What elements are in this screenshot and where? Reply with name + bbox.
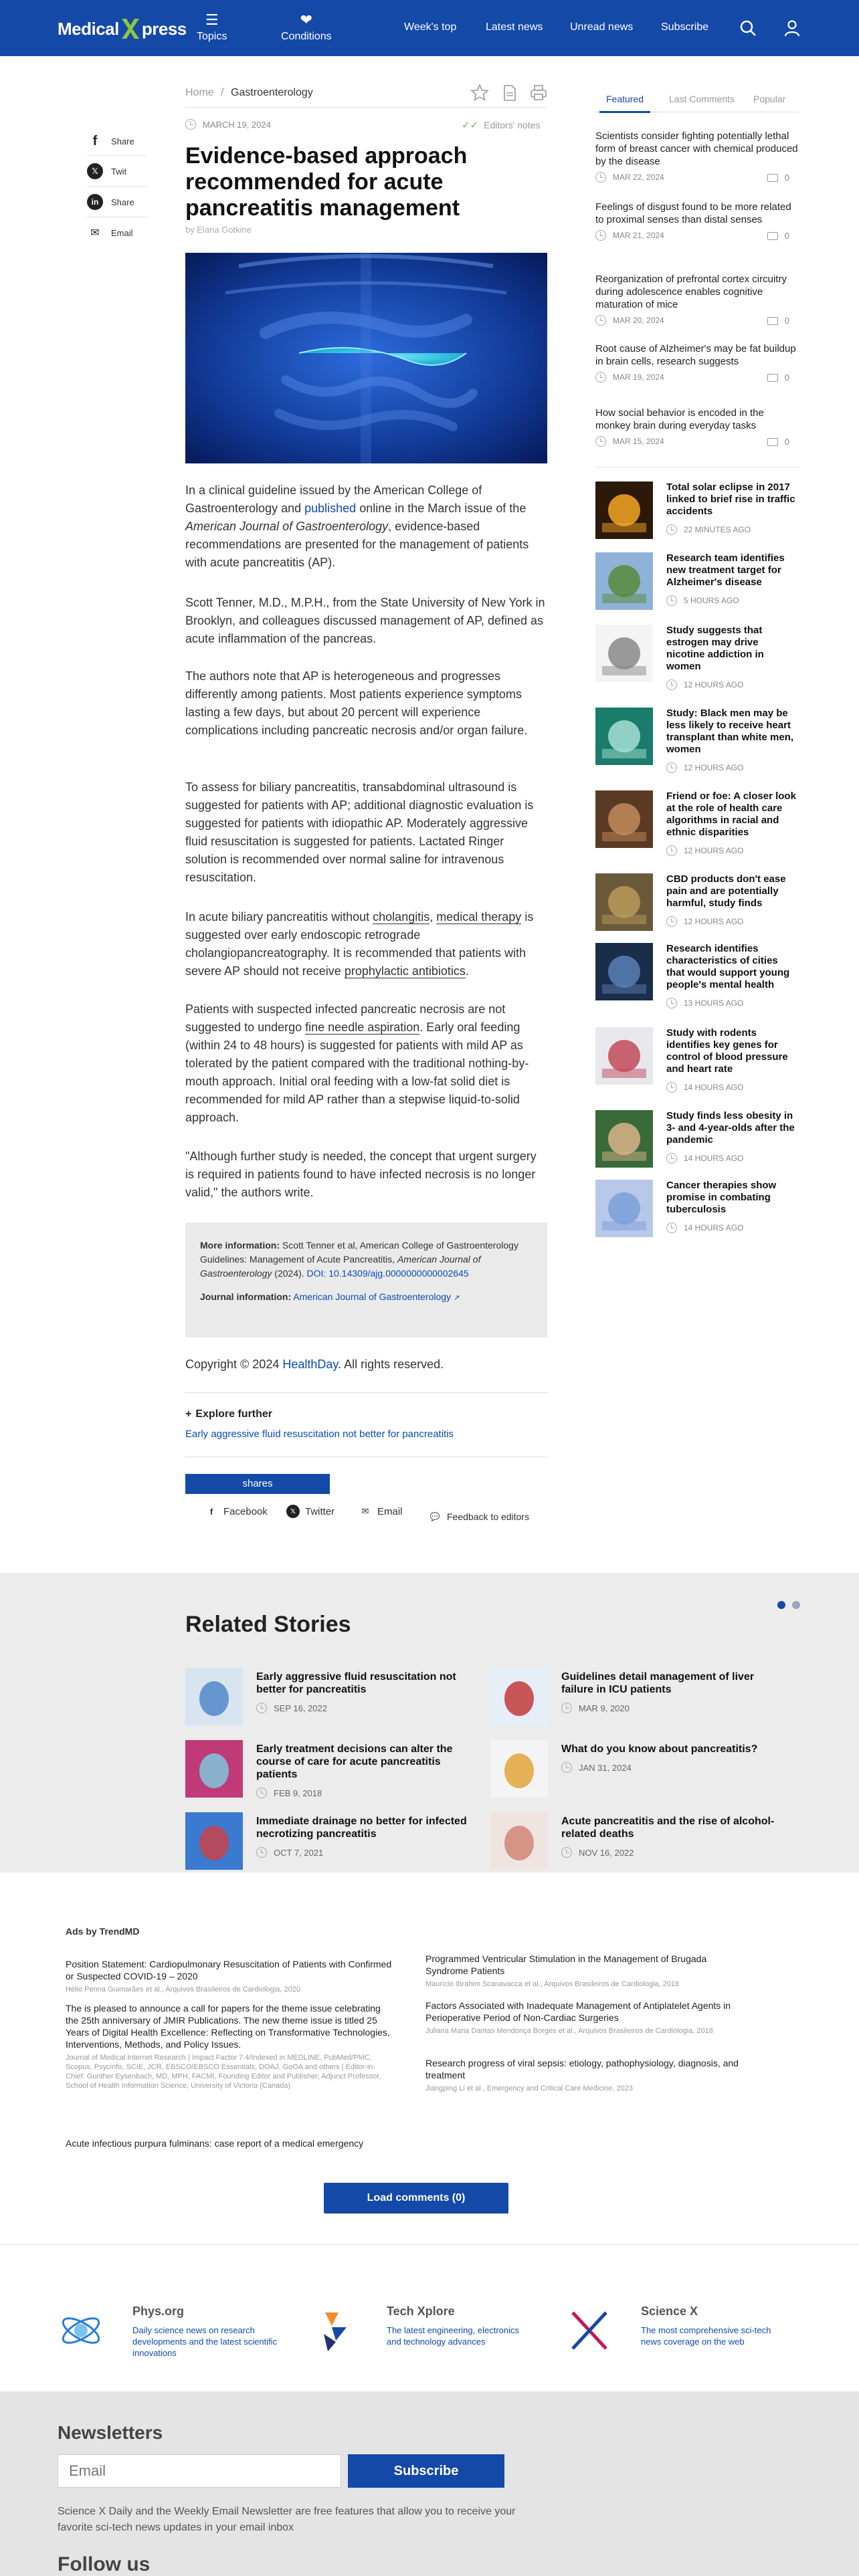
featured-date: MAR 21, 2024 — [595, 230, 799, 241]
twitter-icon: 𝕏 — [286, 1505, 300, 1518]
ad-title[interactable]: Acute infectious purpura fulminans: case report of a medical emergency — [66, 2138, 364, 2149]
carousel-dot[interactable] — [792, 1601, 800, 1609]
share-linkedin-label: Share — [111, 197, 134, 207]
news-item[interactable] — [595, 873, 799, 940]
news-time: 12 HOURS AGO — [666, 916, 743, 927]
featured-date: MAR 15, 2024 — [595, 436, 799, 447]
clock-icon — [561, 1847, 572, 1858]
related-story[interactable] — [490, 1668, 785, 1728]
clock-icon — [666, 595, 677, 606]
article-date-text: MARCH 19, 2024 — [203, 119, 271, 130]
logo-text-right: press — [141, 18, 187, 39]
news-item[interactable] — [595, 790, 799, 857]
doi-link[interactable]: DOI: 10.14309/ajg.0000000000002645 — [306, 1268, 469, 1279]
ads-heading: Ads by TrendMD — [66, 1926, 140, 1937]
article-paragraph: Patients with suspected infected pancreatic necrosis are not suggested to undergo fine needle aspiration. Early oral feeding (within 24 to 48 hours) is suggested for patients with mild AP as tolerated by the patient compared with the traditional nothing-by-mouth approach. Initial oral feeding with a low-fat solid diet is recommended for mild AP rather than a stepwise liquid-to-solid approach. — [185, 1002, 529, 1124]
clock-icon — [595, 315, 606, 326]
article-paragraph: To assess for biliary pancreatitis, transabdominal ultrasound is suggested for patients with AP; additional diagnostic evaluation is suggested for patients with idiopathic AP. Moderately aggressive fluid resuscitation is suggested for patients. Lactated Ringer solution is recommended over normal saline for intravenous resuscitation. — [185, 780, 534, 884]
featured-comments[interactable]: 0 — [767, 231, 789, 241]
article-date — [185, 119, 271, 130]
related-thumbnail[interactable] — [185, 1740, 243, 1798]
clock-icon — [561, 1703, 572, 1713]
divider — [87, 186, 147, 187]
menu-icon: ☰ — [205, 11, 219, 28]
network-description: The most comprehensive sci-tech news coverage on the web — [641, 2325, 771, 2347]
network-description: Daily science news on research developments and the latest scientific innovations — [132, 2325, 278, 2358]
featured-date: MAR 22, 2024 — [595, 172, 799, 183]
news-time: 22 MINUTES AGO — [666, 524, 751, 535]
divider — [185, 107, 547, 108]
techxplore-logo-icon — [312, 2307, 359, 2354]
ad-item[interactable] — [425, 2057, 747, 2093]
network-name: Tech Xplore — [387, 2304, 455, 2318]
article-paragraph: In a clinical guideline issued by the American College of Gastroenterology and published online in the March issue of the American Journal of Gastroenterology, evidence-based recommendations are presented for the management of patients with acute pancreatitis (AP). — [185, 484, 529, 569]
medical-therapy-link[interactable]: medical therapy — [436, 910, 522, 924]
ad-source: Journal of Medical Internet Research | Impact Factor 7.4/Indexed in MEDLINE, PubMed/PMC, Scopus, Psycinfo, SCIE, JCR, EBSCO/EBSCO Essentials, DOAJ, GoOA and others | Editor-in-Chief: Gunther Eysenbach, MD, MPH, FACMI, Founding Editor and Publisher; Adjunct Professor, School of Health Information Science, University of Victoria (Canada) — [66, 2054, 381, 2090]
clock-icon — [256, 1788, 267, 1798]
news-time: 5 HOURS AGO — [666, 595, 739, 606]
user-account-icon[interactable] — [783, 19, 801, 37]
facebook-icon: f — [92, 133, 98, 148]
more-information-box — [185, 1222, 547, 1337]
article-paragraph: Scott Tenner, M.D., M.P.H., from the State University of New York in Brooklyn, and colleagues discussed management of AP, defined as acute inflammation of the pancreas. — [185, 596, 545, 645]
comment-icon — [767, 374, 778, 382]
ad-item[interactable] — [66, 2137, 393, 2149]
medicalxpress-logo[interactable] — [58, 17, 187, 40]
related-date: OCT 7, 2021 — [256, 1847, 323, 1858]
pdf-icon[interactable] — [499, 83, 519, 103]
breadcrumb-home[interactable]: Home — [185, 87, 214, 98]
news-time: 12 HOURS AGO — [666, 762, 743, 773]
ad-title[interactable]: Programmed Ventricular Stimulation in the Management of Brugada Syndrome Patients — [425, 1953, 707, 1976]
sidebar-tabs — [595, 91, 799, 112]
news-item[interactable] — [595, 1027, 799, 1094]
related-story[interactable] — [490, 1812, 785, 1872]
featured-title[interactable]: Root cause of Alzheimer's may be fat buildup in brain cells, research suggests — [595, 343, 796, 367]
news-thumbnail[interactable] — [595, 1180, 653, 1237]
news-title[interactable]: Friend or foe: A closer look at the role of health care algorithms in racial and ethnic disparities — [666, 790, 796, 838]
ad-item[interactable] — [66, 1958, 393, 1994]
news-title[interactable]: Research team identifies new treatment target for Alzheimer's disease — [666, 552, 785, 588]
share-facebook[interactable] — [87, 130, 134, 152]
breadcrumb — [185, 87, 313, 99]
newsletter-subscribe-button[interactable]: Subscribe — [348, 2454, 504, 2488]
news-item[interactable] — [595, 625, 799, 691]
related-title[interactable]: Acute pancreatitis and the rise of alcohol-related deaths — [561, 1816, 775, 1840]
news-thumbnail[interactable] — [595, 552, 653, 610]
news-thumbnail[interactable] — [595, 1027, 653, 1085]
shares-count-bar: shares — [185, 1474, 330, 1494]
logo-x-icon — [120, 17, 140, 40]
related-thumbnail[interactable] — [490, 1668, 548, 1725]
newsletter-email-input[interactable] — [58, 2454, 341, 2488]
ad-title[interactable]: The is pleased to announce a call for papers for the theme issue celebrating the 25th anniversary of JMIR Publications. The new theme issue is titled 25 Years of Digital Health Excellence: Reflecting on Transformative Technologies, Interventions, Methods, and Policy Issues. — [66, 2003, 390, 2050]
clock-icon — [256, 1703, 267, 1713]
news-thumbnail[interactable] — [595, 873, 653, 931]
related-title[interactable]: Early aggressive fluid resuscitation not better for pancreatitis — [256, 1671, 456, 1695]
related-date: SEP 16, 2022 — [256, 1703, 327, 1713]
ad-item[interactable] — [425, 2000, 747, 2036]
editors-notes-label: Editors' notes — [484, 120, 541, 130]
newsletter-note: Science X Daily and the Weekly Email Newsletter are free features that allow you to receive your favorite sci-tech news updates in your email inbox — [58, 2506, 516, 2533]
clock-icon — [595, 230, 606, 241]
comment-icon — [767, 317, 778, 325]
checkmark-icon: ✓✓ — [462, 120, 479, 131]
related-thumbnail[interactable] — [185, 1668, 243, 1725]
news-thumbnail[interactable] — [595, 1110, 653, 1168]
news-time: 13 HOURS AGO — [666, 998, 743, 1008]
comment-icon — [767, 438, 778, 446]
nav-unread-news[interactable]: Unread news — [570, 21, 634, 33]
network-name: Science X — [641, 2304, 698, 2318]
nav-subscribe[interactable]: Subscribe — [661, 21, 709, 33]
load-comments-button[interactable]: Load comments (0) — [324, 2183, 508, 2214]
clock-icon — [666, 762, 677, 773]
share-twitter-label: Twit — [111, 166, 127, 177]
network-name: Phys.org — [132, 2304, 185, 2318]
clock-icon — [666, 916, 677, 927]
physorg-logo-icon — [58, 2307, 104, 2354]
newsletter-heading: Newsletters — [58, 2422, 163, 2443]
news-time: 12 HOURS AGO — [666, 679, 743, 690]
featured-comments[interactable]: 0 — [767, 437, 789, 447]
conditions-menu[interactable] — [281, 12, 332, 43]
related-date: JAN 31, 2024 — [561, 1762, 632, 1773]
news-title[interactable]: CBD products don't ease pain and are potentially harmful, study finds — [666, 873, 786, 909]
share-email[interactable] — [87, 222, 133, 243]
featured-item[interactable] — [595, 201, 799, 241]
clock-icon — [256, 1847, 267, 1858]
featured-comments[interactable]: 0 — [767, 316, 789, 326]
share-facebook-label: Share — [111, 136, 134, 146]
news-thumbnail[interactable] — [595, 625, 653, 682]
follow-us-heading: Follow us — [58, 2553, 151, 2575]
nav-weeks-top[interactable]: Week's top — [404, 21, 457, 33]
article-byline: by Elana Gotkine — [185, 225, 252, 235]
related-date: FEB 9, 2018 — [256, 1788, 322, 1798]
sciencex-logo-icon — [566, 2307, 613, 2354]
news-title[interactable]: Study finds less obesity in 3- and 4-year-olds after the pandemic — [666, 1110, 795, 1146]
clock-icon — [561, 1762, 572, 1773]
nav-latest-news[interactable]: Latest news — [486, 21, 543, 33]
news-thumbnail[interactable] — [595, 943, 653, 1000]
published-link[interactable]: published — [304, 502, 357, 515]
network-techxplore[interactable] — [312, 2304, 539, 2358]
news-item[interactable] — [595, 1180, 799, 1247]
news-title[interactable]: Study suggests that estrogen may drive nicotine addiction in women — [666, 625, 764, 672]
prophylactic-antibiotics-link[interactable]: prophylactic antibiotics — [344, 964, 466, 978]
topics-menu[interactable] — [197, 12, 227, 43]
featured-comments[interactable]: 0 — [767, 372, 789, 383]
clock-icon — [595, 436, 606, 447]
explore-further-heading: + Explore further — [185, 1408, 273, 1420]
ad-source: Juliana Maria Dantas Mendonça Borges et al., Arquivos Brasileiros de Cardiologia, 2018 — [425, 2027, 713, 2035]
top-navigation-bar — [0, 0, 859, 56]
news-thumbnail[interactable] — [595, 481, 653, 539]
featured-title[interactable]: Reorganization of prefrontal cortex circuitry during adolescence enables cognitive maturation of mice — [595, 274, 787, 310]
featured-item[interactable] — [595, 273, 799, 326]
ad-source: Jiangping Li et al., Emergency and Critical Care Medicine, 2023 — [425, 2084, 633, 2092]
linkedin-icon: in — [87, 194, 103, 210]
divider — [87, 155, 147, 156]
featured-date: MAR 20, 2024 — [595, 315, 799, 326]
news-item[interactable] — [595, 1110, 799, 1177]
clock-icon — [595, 372, 606, 383]
breadcrumb-section[interactable]: Gastroenterology — [231, 87, 313, 98]
featured-item[interactable] — [595, 342, 799, 383]
ad-title[interactable]: Research progress of viral sepsis: etiology, pathophysiology, diagnosis, and treatment — [425, 2058, 739, 2080]
featured-item[interactable] — [595, 130, 799, 183]
cholangitis-link[interactable]: cholangitis — [373, 910, 430, 924]
ad-source: Hélio Penna Guimarães et al., Arquivos Brasileiros de Cardiologia, 2020 — [66, 1985, 300, 1994]
carousel-dot-active[interactable] — [777, 1601, 785, 1609]
related-date: MAR 9, 2020 — [561, 1703, 630, 1713]
network-physorg[interactable] — [58, 2304, 285, 2358]
news-title[interactable]: Study with rodents identifies key genes for control of blood pressure and heart rate — [666, 1027, 788, 1075]
fine-needle-aspiration-link[interactable]: fine needle aspiration — [305, 1021, 420, 1034]
article-hero-image — [185, 253, 547, 463]
related-thumbnail[interactable] — [490, 1740, 548, 1798]
related-story[interactable] — [185, 1740, 480, 1800]
journal-information: Journal information: American Journal of Gastroenterology ↗ — [200, 1291, 460, 1302]
news-item[interactable] — [595, 481, 799, 548]
ad-item[interactable] — [425, 1953, 747, 1989]
clock-icon — [666, 1082, 677, 1093]
featured-title[interactable]: How social behavior is encoded in the monkey brain during everyday tasks — [595, 407, 764, 431]
ad-title[interactable]: Position Statement: Cardiopulmonary Resuscitation of Patients with Confirmed or Suspected COVID-19 – 2020 — [66, 1959, 392, 1981]
share-linkedin[interactable] — [87, 191, 134, 213]
logo-text-left: Medical — [58, 18, 119, 39]
article-paragraph: "Although further study is needed, the concept that urgent surgery is required in patients found to have infected necrosis is no longer valid," the authors write. — [185, 1150, 537, 1199]
article-paragraph: In acute biliary pancreatitis without cholangitis, medical therapy is suggested over early endoscopic retrograde cholangiopancreatography. It is recommended that patients with severe AP should not receive prophylactic antibiotics. — [185, 910, 534, 978]
tab-featured[interactable]: Featured — [606, 94, 644, 104]
facebook-icon: f — [209, 1506, 213, 1517]
article-title: Evidence-based approach recommended for acute pancreatitis management — [185, 143, 468, 221]
share-email-bottom[interactable]: ✉ Email — [359, 1505, 403, 1518]
featured-title[interactable]: Feelings of disgust found to be more related to proximal senses than distal senses — [595, 201, 791, 225]
clock-icon — [595, 172, 606, 183]
topics-label: Topics — [197, 31, 227, 42]
clock-icon — [666, 998, 677, 1008]
news-title[interactable]: Cancer therapies show promise in combating tuberculosis — [666, 1180, 777, 1215]
share-email-label: Email — [111, 227, 133, 238]
external-link-icon: ↗ — [453, 1294, 460, 1302]
related-story[interactable] — [490, 1740, 785, 1800]
plus-icon: + — [185, 1408, 192, 1420]
news-item[interactable] — [595, 708, 799, 774]
featured-date: MAR 19, 2024 — [595, 372, 799, 383]
editors-notes[interactable] — [462, 119, 541, 131]
featured-title[interactable]: Scientists consider fighting potentially lethal form of breast cancer with chemical produced by the disease — [595, 130, 798, 167]
feedback-to-editors[interactable]: 💬 Feedback to editors — [428, 1510, 529, 1523]
related-title[interactable]: Early treatment decisions can alter the course of care for acute pancreatitis patients — [256, 1743, 453, 1780]
news-time: 14 HOURS AGO — [666, 1153, 743, 1164]
clock-icon — [185, 119, 196, 130]
ad-item[interactable] — [66, 2002, 393, 2090]
ad-title[interactable]: Factors Associated with Inadequate Management of Antiplatelet Agents in Perioperative Period of Non-Cardiac Surgeries — [425, 2000, 731, 2023]
related-title[interactable]: What do you know about pancreatitis? — [561, 1743, 758, 1755]
tab-last-comments[interactable]: Last Comments — [669, 94, 735, 104]
share-facebook-bottom[interactable]: f Facebook — [205, 1505, 268, 1518]
clock-icon — [666, 1153, 677, 1164]
news-time: 14 HOURS AGO — [666, 1082, 743, 1093]
network-sciencex[interactable] — [566, 2304, 793, 2358]
copyright-notice: Copyright © 2024 HealthDay. All rights reserved. — [185, 1358, 444, 1371]
journal-link[interactable]: American Journal of Gastroenterology — [293, 1291, 452, 1302]
network-description: The latest engineering, electronics and technology advances — [387, 2325, 520, 2347]
more-information: More information: Scott Tenner et al, American College of Gastroenterology Guidelines: Management of Acute Pancreatitis, American Journal of Gastroenterology (2024). DOI: 10.14309/ajg.0000000000002645 — [200, 1240, 518, 1279]
ad-source: Maurício Ibrahim Scanavacca et al., Arquivos Brasileiros de Cardiologia, 2018 — [425, 1980, 680, 1988]
comment-icon — [767, 174, 778, 182]
news-time: 12 HOURS AGO — [666, 845, 743, 856]
share-twitter[interactable] — [87, 160, 126, 182]
heart-icon: ❤ — [300, 11, 313, 28]
print-icon[interactable] — [529, 83, 549, 103]
news-item[interactable] — [595, 943, 799, 1010]
related-date: NOV 16, 2022 — [561, 1847, 634, 1858]
news-time: 14 HOURS AGO — [666, 1222, 743, 1233]
news-title[interactable]: Total solar eclipse in 2017 linked to brief rise in traffic accidents — [666, 481, 795, 517]
email-icon: ✉ — [90, 227, 100, 239]
explore-further-link[interactable]: Early aggressive fluid resuscitation not better for pancreatitis — [185, 1428, 454, 1440]
featured-comments[interactable]: 0 — [767, 173, 789, 183]
news-title[interactable]: Study: Black men may be less likely to receive heart transplant than white men, women — [666, 708, 794, 755]
divider — [0, 2244, 859, 2245]
featured-item[interactable] — [595, 407, 799, 447]
divider — [185, 1392, 547, 1393]
share-twitter-bottom[interactable]: 𝕏 Twitter — [286, 1505, 335, 1518]
related-story[interactable] — [185, 1668, 480, 1728]
related-stories-heading: Related Stories — [185, 1612, 351, 1637]
related-thumbnail[interactable] — [490, 1812, 548, 1870]
clock-icon — [666, 845, 677, 856]
related-thumbnail[interactable] — [185, 1812, 243, 1870]
chat-icon: 💬 — [430, 1512, 440, 1521]
email-icon: ✉ — [361, 1506, 369, 1516]
comment-icon — [767, 232, 778, 240]
twitter-icon: 𝕏 — [87, 163, 103, 179]
related-title[interactable]: Immediate drainage no better for infected necrotizing pancreatitis — [256, 1816, 467, 1840]
article-paragraph: The authors note that AP is heterogeneous and progresses differently among patients. Most patients experience symptoms lasting a few days, but about 20 percent will experience complications including pancreatic necrosis and/or organ failure. — [185, 669, 528, 737]
healthday-link[interactable]: HealthDay — [282, 1358, 339, 1371]
bookmark-star-icon[interactable] — [470, 83, 490, 103]
search-icon[interactable] — [739, 19, 757, 37]
news-item[interactable] — [595, 552, 799, 619]
clock-icon — [666, 524, 677, 535]
related-story[interactable] — [185, 1812, 480, 1872]
clock-icon — [666, 679, 677, 690]
clock-icon — [666, 1222, 677, 1233]
news-title[interactable]: Research identifies characteristics of cities that would support young people's mental health — [666, 943, 790, 990]
conditions-label: Conditions — [281, 31, 332, 42]
breadcrumb-separator: / — [221, 87, 224, 98]
tab-popular[interactable]: Popular — [753, 94, 786, 104]
news-thumbnail[interactable] — [595, 708, 653, 765]
news-thumbnail[interactable] — [595, 790, 653, 848]
related-title[interactable]: Guidelines detail management of liver failure in ICU patients — [561, 1671, 755, 1695]
